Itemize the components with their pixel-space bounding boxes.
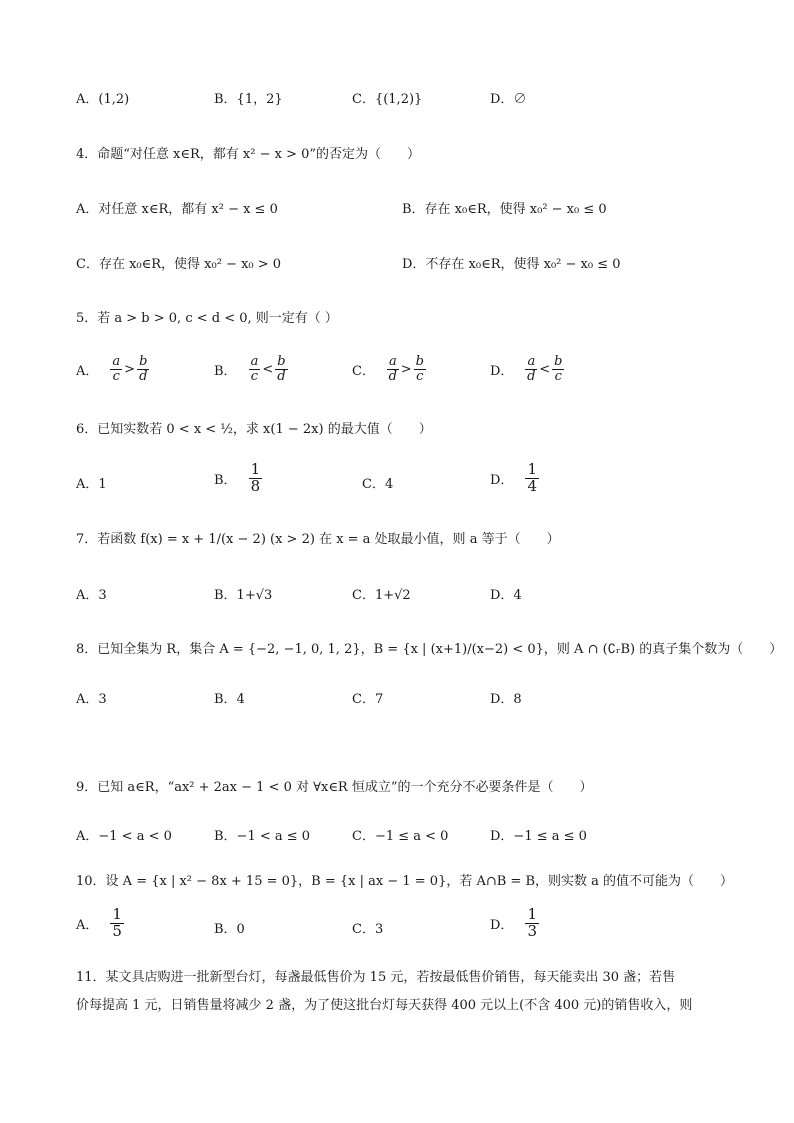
q4-option-c: C．存在 x₀∈R，使得 x₀² − x₀ > 0 [76,257,282,272]
numerator: b [139,354,148,369]
numerator: a [388,354,397,369]
numerator: 1 [527,905,537,923]
q8-option-b: B．4 [214,692,245,707]
q7-option-d: D．4 [490,588,522,603]
q5-stem: 5．若 a > b > 0, c < d < 0, 则一定有（ ） [76,311,338,326]
denominator: c [250,368,259,384]
denominator: 5 [112,921,122,940]
fraction [414,355,426,383]
numerator: 1 [250,460,261,478]
fraction [275,355,287,383]
q7-option-a: A．3 [76,588,107,603]
q6-option-c: C．4 [362,477,394,492]
q10-option-d [490,907,541,940]
option-label: A． [76,917,99,933]
q10-stem: 10．设 A = {x | x² − 8x + 15 = 0}，B = {x | ax − 1 = 0}，若 A∩B = B，则实数 a 的值不可能为（ ） [76,874,734,889]
fraction [525,462,539,495]
q6-option-d [490,462,541,495]
numerator: a [112,354,121,369]
relation: > [124,361,136,377]
denominator: 4 [527,476,537,495]
q5-option-c [352,355,428,383]
q9-stem: 9．已知 a∈R，“ax² + 2ax − 1 < 0 对 ∀x∈R 恒成立”的一个充分不必要条件是（ ） [76,780,593,795]
q5-option-d [490,355,566,383]
q3-option-b: B．{1，2} [214,92,283,107]
q7-option-b: B．1+√3 [214,588,273,603]
q10-option-a [76,907,126,940]
q11-line-1: 11．某文具店购进一批新型台灯，每盏最低售价为 15 元，若按最低售价销售，每天能卖出 30 盏；若售 [76,970,676,985]
numerator: b [415,354,424,369]
q8-option-a: A．3 [76,692,107,707]
q4-stem: 4．命题“对任意 x∈R，都有 x² − x > 0”的否定为（ ） [76,147,421,162]
numerator: 1 [527,460,537,478]
option-label: D． [490,917,514,933]
q11-paragraph [76,964,726,1020]
option-label: D． [490,472,514,488]
fraction [137,355,149,383]
fraction [249,355,261,383]
q4-option-b: B．存在 x₀∈R，使得 x₀² − x₀ ≤ 0 [402,202,607,217]
q6-stem: 6．已知实数若 0 < x < ½，求 x(1 − 2x) 的最大值（ ） [76,422,432,437]
q9-option-b: B．−1 < a ≤ 0 [214,829,311,844]
denominator: 8 [250,476,261,495]
q9-option-a: A．−1 < a < 0 [76,829,172,844]
fraction [552,355,564,383]
fraction [525,907,539,940]
q10-option-b: B．0 [214,922,245,937]
denominator: c [112,368,120,384]
q5-option-b [214,355,290,383]
denominator: c [554,368,562,384]
q3-option-c: C．{(1,2)} [352,92,423,107]
q7-option-c: C．1+√2 [352,588,411,603]
q8-option-d: D．8 [490,692,522,707]
numerator: a [527,354,536,369]
fraction [387,355,399,383]
relation: < [262,361,274,377]
relation: > [400,361,412,377]
denominator: d [277,368,286,384]
option-label: B． [214,363,237,379]
denominator: d [388,368,397,384]
numerator: b [277,354,286,369]
fraction [249,462,263,495]
numerator: a [250,354,259,369]
option-label: C． [352,363,375,379]
option-label: B． [214,472,237,488]
q3-option-d: D．∅ [490,92,527,107]
fraction [525,355,537,383]
option-label: A． [76,363,99,379]
denominator: 3 [527,921,537,940]
denominator: d [527,368,536,384]
q9-option-d: D．−1 ≤ a ≤ 0 [490,829,587,844]
denominator: d [139,368,148,384]
q8-option-c: C．7 [352,692,384,707]
fraction [110,355,122,383]
q7-stem: 7．若函数 f(x) = x + 1/(x − 2) (x > 2) 在 x = a 处取最小值，则 a 等于（ ） [76,532,560,547]
numerator: b [554,354,563,369]
denominator: c [416,368,424,384]
q6-option-b [214,462,264,495]
q5-option-a [76,355,151,383]
q9-option-c: C．−1 ≤ a < 0 [352,829,449,844]
q4-option-a: A．对任意 x∈R，都有 x² − x ≤ 0 [76,202,278,217]
q11-line-2: 价每提高 1 元，日销售量将减少 2 盏，为了使这批台灯每天获得 400 元以上(不含 400 元)的销售收入，则 [76,998,693,1013]
q8-stem: 8．已知全集为 R，集合 A = {−2, −1, 0, 1, 2}，B = {x | (x+1)/(x−2) < 0}，则 A ∩ (∁ᵣB) 的真子集个数为（ ） [76,642,783,657]
q10-option-c: C．3 [352,922,384,937]
q4-option-d: D．不存在 x₀∈R，使得 x₀² − x₀ ≤ 0 [402,257,621,272]
fraction [110,907,124,940]
option-label: D． [490,363,514,379]
numerator: 1 [112,905,122,923]
q3-option-a: A．(1,2) [76,92,130,107]
relation: < [539,361,551,377]
q6-option-a: A．1 [76,477,107,492]
